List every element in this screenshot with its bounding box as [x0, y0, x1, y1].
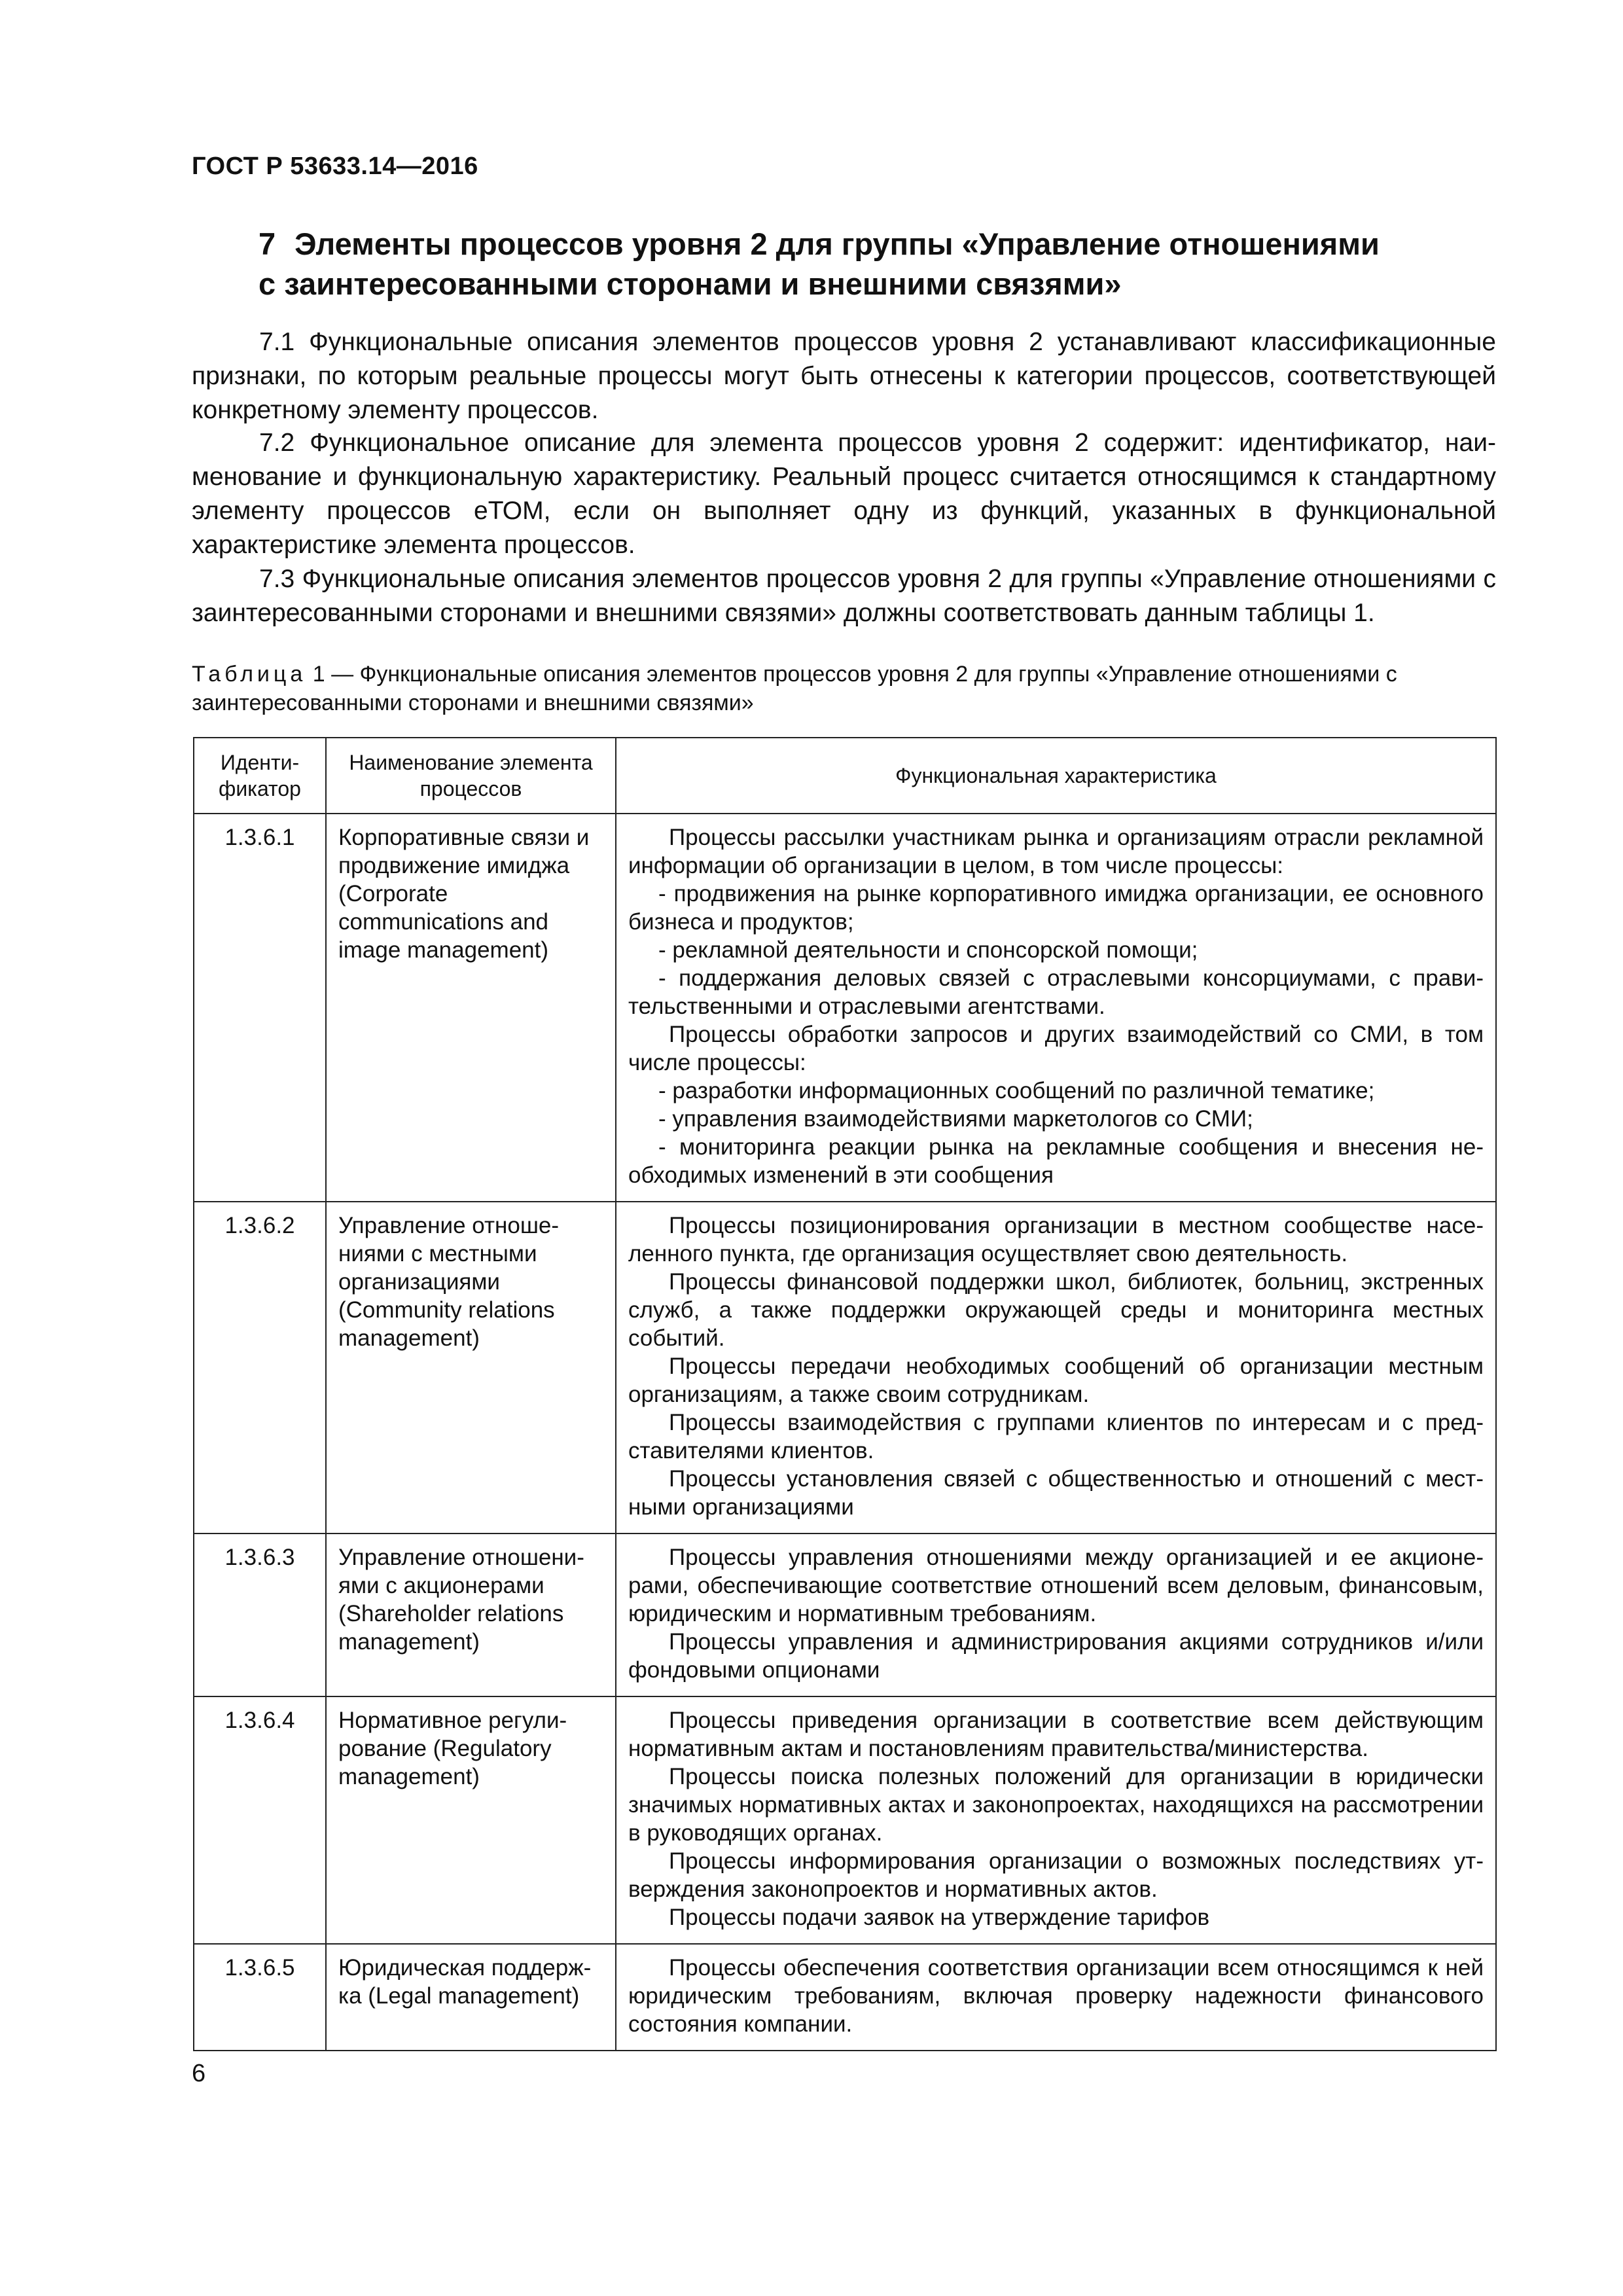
row-element-name: Управление отношениями с акционерами (Shareholder relations management)	[326, 1534, 616, 1696]
description-paragraph: Процессы установления связей с общественностью и отношений с местными организациями	[628, 1466, 1484, 1520]
description-paragraph: Процессы информирования организации о возможных последствиях утверждения законопроектов и нормативных актов.	[628, 1848, 1484, 1902]
description-paragraph: - управления взаимодействиями маркетологов со СМИ;	[658, 1106, 1253, 1132]
row-identifier: 1.3.6.1	[194, 814, 326, 1202]
description-paragraph: - разработки информационных сообщений по различной тематике;	[658, 1078, 1375, 1103]
description-paragraph: Процессы позиционирования организации в местном сообществе населенного пункта, где организация осуществляет свою деятельность.	[628, 1213, 1484, 1266]
row-element-name: Юридическая поддержка (Legal management)	[326, 1944, 616, 2051]
description-paragraph: - мониторинга реакции рынка на рекламные сообщения и внесения необходимых изменений в эти сообщения	[628, 1134, 1484, 1188]
header-identifier: Идентификатор	[194, 738, 326, 814]
table-row	[194, 1944, 1496, 2051]
functional-table	[193, 737, 1497, 2051]
document-code: ГОСТ Р 53633.14—2016	[192, 152, 478, 180]
description-paragraph: Процессы подачи заявок на утверждение тарифов	[669, 1905, 1210, 1930]
row-description	[616, 1944, 1496, 2051]
row-description	[616, 1202, 1496, 1534]
row-element-name: Управление отношениями с местными организациями (Community relations management)	[326, 1202, 616, 1534]
row-description	[616, 814, 1496, 1202]
section-title	[259, 224, 1502, 304]
row-description	[616, 1534, 1496, 1696]
paragraph-7-3: 7.3 Функциональные описания элементов процессов уровня 2 для группы «Управление отношениями с заинтересованными сторонами и внешними связями» должны соответствовать данным таблицы 1.	[192, 565, 1496, 627]
description-paragraph: Процессы финансовой поддержки школ, библиотек, больниц, экстренных служб, а также поддержки окружающей среды и мониторинга местных событий.	[628, 1269, 1484, 1351]
description-paragraph: Процессы приведения организации в соответствие всем действующим нормативным актам и постановлениям правительства/министерства.	[628, 1708, 1484, 1761]
row-element-name: Корпоративные связи и продвижение имиджа (Corporate communications and image management)	[326, 814, 616, 1202]
table-row	[194, 1534, 1496, 1696]
row-description	[616, 1696, 1496, 1944]
table-header-row	[194, 738, 1496, 814]
paragraph-7-2: 7.2 Функциональное описание для элемента процессов уровня 2 содержит: идентификатор, наименование и функциональную характеристику. Реальный процесс считается относящимся к стандартному элементу процессов еТОМ, если он выполняет одну из функций, указанных в функциональной характеристике элемента процессов.	[192, 429, 1496, 559]
table-caption	[192, 660, 1496, 717]
table-caption-label: Таблица	[192, 662, 307, 687]
description-paragraph: Процессы поиска полезных положений для организации в юридически значимых нормативных актах и законопроектах, находящихся на рассмотрении в руководящих органах.	[628, 1764, 1484, 1846]
row-identifier: 1.3.6.5	[194, 1944, 326, 2051]
row-identifier: 1.3.6.2	[194, 1202, 326, 1534]
paragraph-7-1: 7.1 Функциональные описания элементов процессов уровня 2 устанавливают классификационные признаки, по которым реальные процессы могут быть отнесены к категории процессов, соответствующей конкретному элементу процессов.	[192, 328, 1496, 424]
description-paragraph: Процессы передачи необходимых сообщений об организации местным организациям, а также своим сотрудникам.	[628, 1354, 1484, 1407]
page-number: 6	[192, 2060, 206, 2087]
row-identifier: 1.3.6.3	[194, 1534, 326, 1696]
row-identifier: 1.3.6.4	[194, 1696, 326, 1944]
section-title-line1: Элементы процессов уровня 2 для группы «Управление отношениями	[294, 226, 1380, 261]
description-paragraph: Процессы рассылки участникам рынка и организациям отрасли рекламной информации об организации в целом, в том числе процессы:	[628, 825, 1484, 878]
description-paragraph: Процессы обработки запросов и других взаимодействий со СМИ, в том числе процессы:	[628, 1022, 1484, 1075]
description-paragraph: - поддержания деловых связей с отраслевыми консорциумами, с правительственными и отраслевыми агентствами.	[628, 965, 1484, 1019]
table-row	[194, 1696, 1496, 1944]
row-element-name: Нормативное регулирование (Regulatory management)	[326, 1696, 616, 1944]
description-paragraph: Процессы управления отношениями между организацией и ее акционерами, обеспечивающие соответствие отношений всем деловым, финансовым, юридическим и нормативным требованиям.	[628, 1545, 1484, 1626]
header-name: Наименование элемента процессов	[326, 738, 616, 814]
table-row	[194, 1202, 1496, 1534]
description-paragraph: Процессы взаимодействия с группами клиентов по интересам и с представителями клиентов.	[628, 1410, 1484, 1463]
header-description: Функциональная характеристика	[616, 738, 1496, 814]
section-title-line2: с заинтересованными сторонами и внешними связями»	[259, 266, 1122, 301]
section-number: 7	[259, 226, 276, 261]
description-paragraph: Процессы обеспечения соответствия организации всем относящимся к ней юридическим требованиям, включая проверку надежности финансового состояния компании.	[628, 1955, 1484, 2037]
description-paragraph: - продвижения на рынке корпоративного имиджа организации, ее основного бизнеса и продуктов;	[628, 881, 1484, 935]
table-caption-text: 1 — Функциональные описания элементов процессов уровня 2 для группы «Управление отношениями с заинтересованными сторонами и внешними связями»	[192, 662, 1397, 715]
description-paragraph: - рекламной деятельности и спонсорской помощи;	[658, 937, 1198, 963]
table-row	[194, 814, 1496, 1202]
description-paragraph: Процессы управления и администрирования акциями сотрудников и/или фондовыми опционами	[628, 1629, 1484, 1683]
